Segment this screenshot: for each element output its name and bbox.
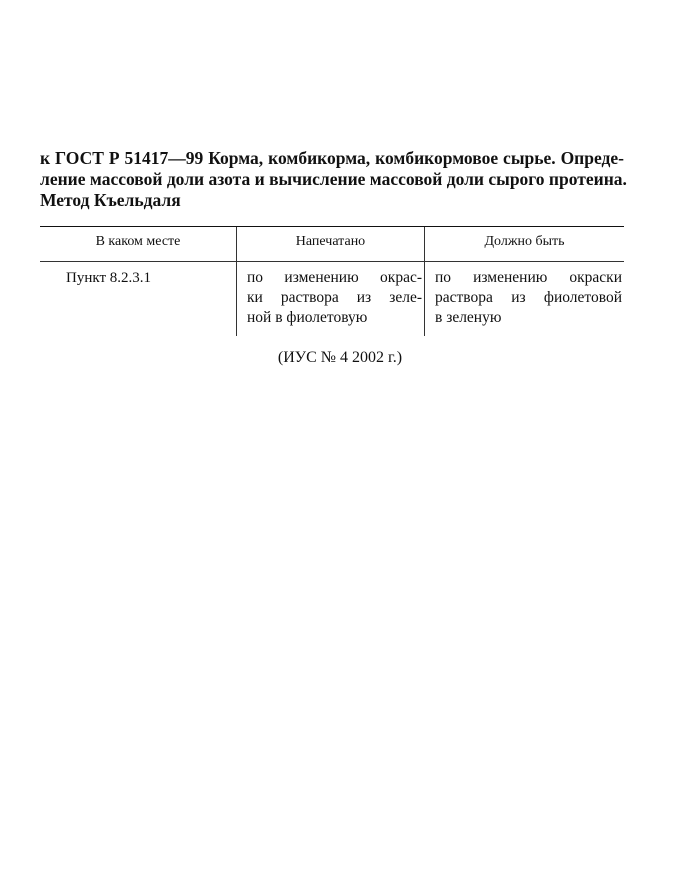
place-text: Пункт 8.2.3.1: [66, 270, 152, 286]
should-be-line-3: в зеленую: [435, 309, 502, 326]
header-place: В каком месте: [95, 234, 181, 249]
cell-should-be: [424, 262, 624, 336]
should-be-line-2: раствора из фиолетовой: [435, 289, 622, 306]
title-line-3: Метод Къельдаля: [40, 190, 181, 210]
ius-reference: (ИУС № 4 2002 г.): [277, 349, 403, 366]
header-should-be: Должно быть: [424, 227, 624, 261]
cell-printed: [236, 262, 424, 336]
header-printed: Напечатано: [236, 227, 424, 261]
cell-place: [40, 262, 236, 336]
table-row: [40, 262, 624, 336]
printed-line-1: по изменению окрас-: [247, 269, 422, 286]
corrections-table: [40, 226, 624, 336]
title-line-2: ление массовой доли азота и вычисление массовой доли сырого протеина.: [40, 169, 627, 189]
printed-line-3: ной в фиолетовую: [247, 309, 368, 326]
amendment-title: [40, 148, 627, 211]
should-be-line-1: по изменению окраски: [435, 269, 622, 286]
title-line-1: к ГОСТ Р 51417—99 Корма, комбикорма, комбикормовое сырье. Опреде-: [40, 148, 624, 168]
printed-line-2: ки раствора из зеле-: [247, 289, 422, 306]
table-header-row: [40, 227, 624, 262]
